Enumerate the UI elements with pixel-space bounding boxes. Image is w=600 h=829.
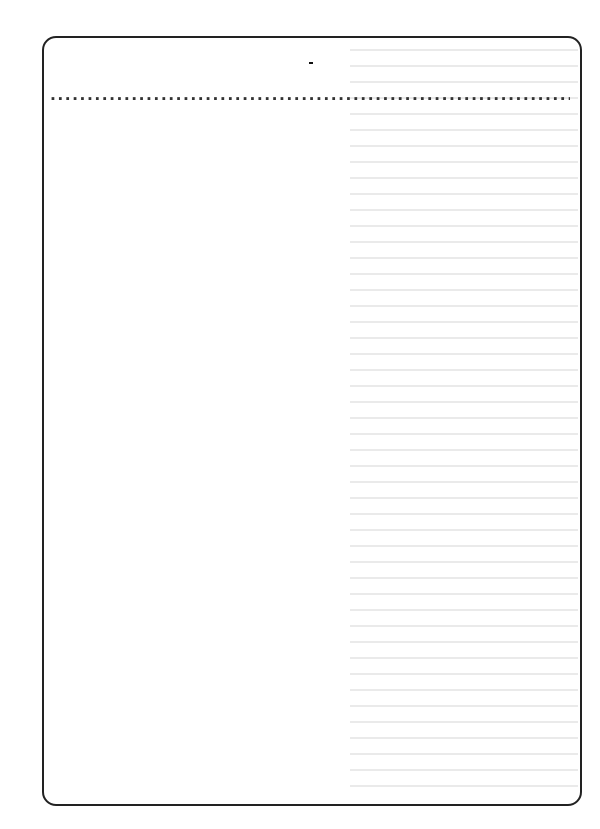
unit-label <box>309 62 313 64</box>
leader-dots <box>50 86 570 104</box>
unit-label-wrap <box>48 54 574 78</box>
table-of-contents <box>48 44 574 106</box>
unit-heading[interactable] <box>48 78 574 104</box>
bleed-through-texture <box>350 40 578 800</box>
